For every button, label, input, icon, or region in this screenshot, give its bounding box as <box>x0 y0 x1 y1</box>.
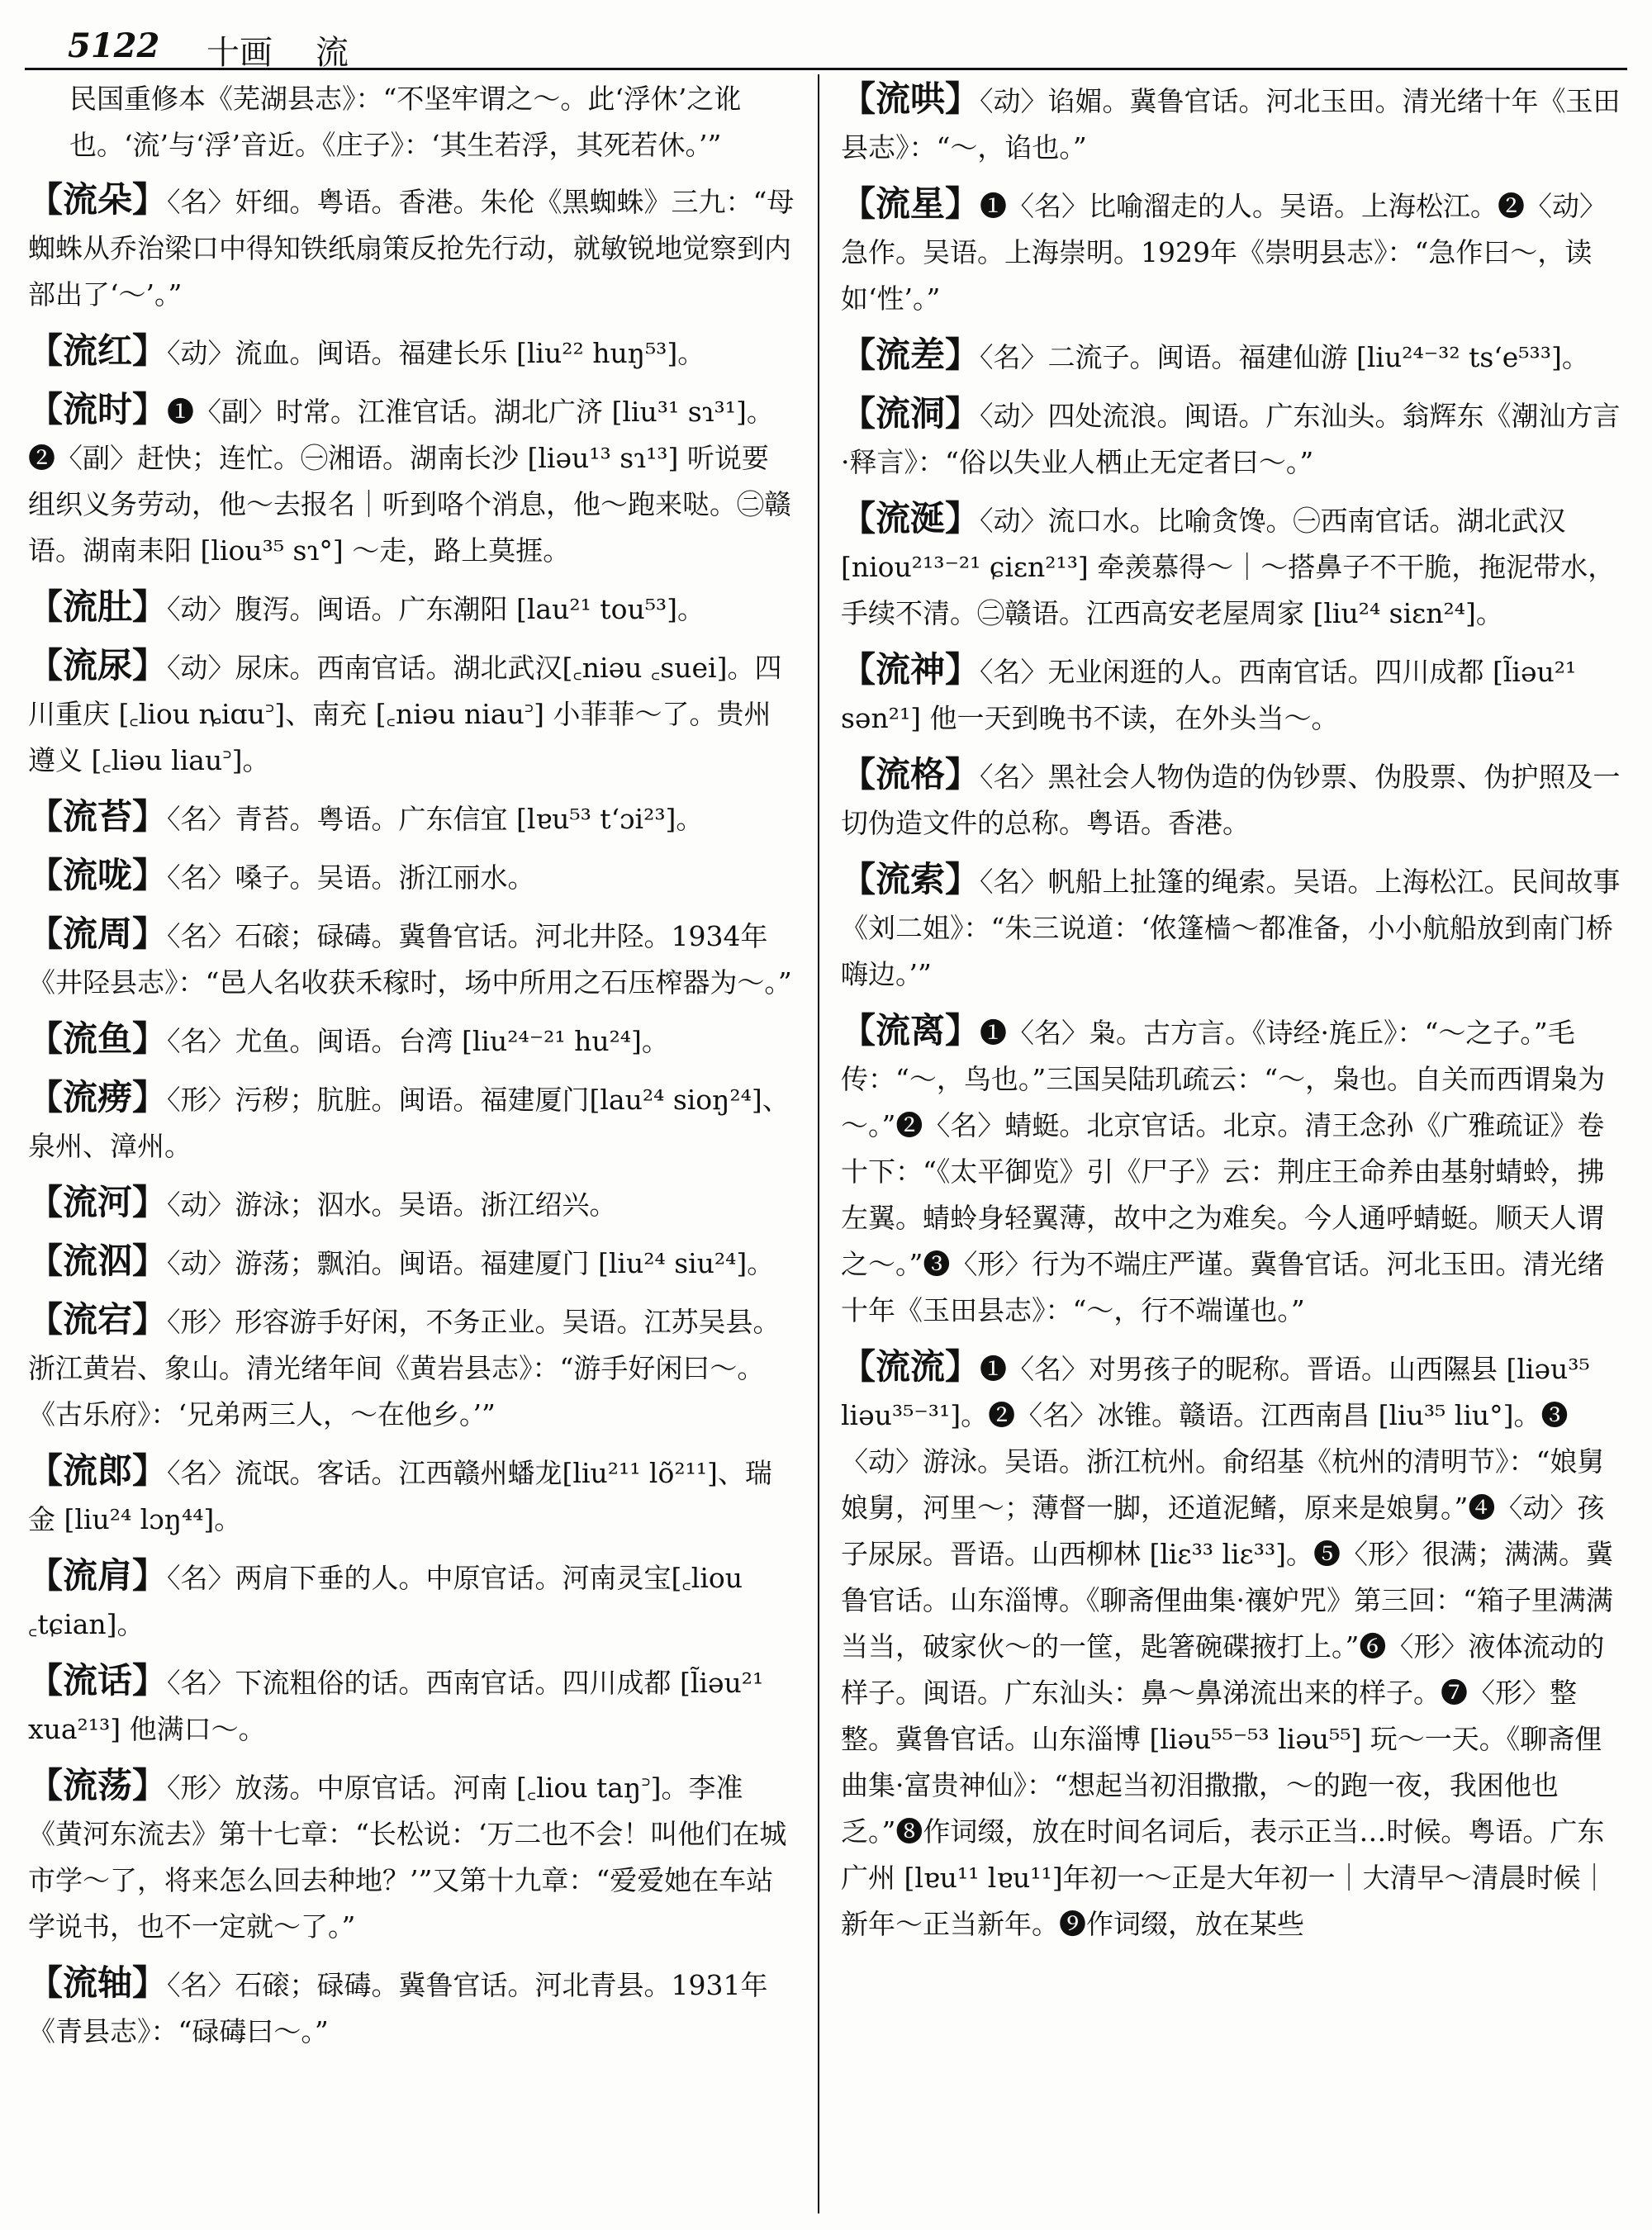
dictionary-entry <box>28 643 795 784</box>
entry-headword: 【流朵】 <box>28 179 168 220</box>
right-column <box>841 76 1627 1957</box>
dictionary-entry <box>841 1008 1627 1334</box>
entry-definition: ❶〈名〉对男孩子的昵称。晋语。山西隰县 [liəu³⁵ liəu³⁵⁻³¹]。❷〈名〉冰锥。赣语。江西南昌 [liu³⁵ liu°]。❸〈动〉游泳。吴语。浙江杭州。俞绍基《杭州的清明节》：“娘舅娘舅，河里～；薄督一脚，还道泥鳍，原来是娘舅。”❹〈动〉孩子尿尿。晋语。山西柳林 [liɛ³³ liɛ³³]。❺〈形〉很满；满满。冀鲁官话。山东淄博。《聊斋俚曲集·禳妒咒》第三回：“箱子里满满当当，破家伙～的一筐，匙箸碗碟掖打上。”❻〈形〉液体流动的样子。闽语。广东汕头：鼻～鼻涕流出来的样子。❼〈形〉整整。冀鲁官话。山东淄博 [liəu⁵⁵⁻⁵³ liəu⁵⁵] 玩～一天。《聊斋俚曲集·富贵神仙》：“想起当初泪撒撒，～的跑一夜，我困他也乏。”❽作词缀，放在时间名词后，表示正当…时候。粤语。广东广州 [lɐu¹¹ lɐu¹¹]年初一～正是大年初一｜大清早～清晨时候｜新年～正当新年。❾作词缀，放在某些 <box>841 1353 1614 1940</box>
dictionary-entry <box>28 1238 795 1287</box>
entry-definition: 〈动〉四处流浪。闽语。广东汕头。翁辉东《潮汕方言·释言》：“俗以失业人栖止无定者曰～。” <box>841 400 1621 478</box>
entry-headword: 【流轴】 <box>28 1962 168 2003</box>
entry-headword: 【流离】 <box>841 1010 980 1051</box>
entry-definition: ❶〈名〉枭。古方言。《诗经·旄丘》：“～之子。”毛传：“～，鸟也。”三国吴陆玑疏云：“～，枭也。自关而西谓枭为～。”❷〈名〉蜻蜓。北京官话。北京。清王念孙《广雅疏证》卷十下：“《太平御览》引《尸子》云：荆庄王命养由基射蜻蛉，拂左翼。蜻蛉身轻翼薄，故中之为难矣。今人通呼蜻蜓。顺天人谓之～。”❸〈形〉行为不端庄严谨。冀鲁官话。河北玉田。清光绪十年《玉田县志》：“～，行不端谨也。” <box>841 1017 1606 1326</box>
dictionary-entry <box>841 496 1627 637</box>
entry-definition: 〈形〉污秽；肮脏。闽语。福建厦门[lau²⁴ sioŋ²⁴]、泉州、漳州。 <box>28 1084 790 1162</box>
entry-definition: 〈名〉石磙；碌碡。冀鲁官话。河北井陉。1934年《井陉县志》：“邑人名收获禾稼时，场中所用之石压榨器为～。” <box>28 920 792 999</box>
header-rule <box>25 68 1627 70</box>
dictionary-entry <box>841 332 1627 381</box>
entry-definition: 〈动〉流口水。比喻贪馋。㊀西南官话。湖北武汉 [niou²¹³⁻²¹ ɕiɛn²¹³] 牵羡慕得～｜～搭鼻子不干脆，拖泥带水，手续不清。㊁赣语。江西高安老屋周家 [liu²⁴ siɛn²⁴]。 <box>841 505 1616 629</box>
entry-definition: 〈动〉游荡；飘泊。闽语。福建厦门 [liu²⁴ siu²⁴]。 <box>167 1247 775 1279</box>
section-label: 十画 <box>206 34 273 72</box>
entry-headword: 【流肩】 <box>28 1555 168 1596</box>
dictionary-entry <box>28 1075 795 1170</box>
dictionary-entry <box>841 181 1627 322</box>
entry-headword: 【流泅】 <box>28 1241 168 1281</box>
entry-headword: 【流红】 <box>28 330 168 371</box>
entry-headword: 【流格】 <box>841 754 980 795</box>
dictionary-entry <box>841 752 1627 847</box>
entry-definition: 〈名〉黑社会人物伪造的伪钞票、伪股票、伪护照及一切伪造文件的总称。粤语。香港。 <box>841 761 1621 839</box>
entry-headword: 【流鱼】 <box>28 1018 168 1059</box>
entry-definition: ❶〈名〉比喻溜走的人。吴语。上海松江。❷〈动〉急作。吴语。上海崇明。1929年《崇明县志》：“急作曰～，读如‘性’。” <box>841 190 1607 315</box>
entry-headword: 【流星】 <box>841 183 980 224</box>
left-column <box>28 76 795 2065</box>
dictionary-entry <box>841 391 1627 486</box>
dictionary-entry <box>28 328 795 377</box>
entry-headword: 【流荡】 <box>28 1765 168 1805</box>
entry-definition: 〈名〉青苔。粤语。广东信宜 [lɐu⁵³ tʻɔi²³]。 <box>167 803 704 835</box>
entry-definition: 〈名〉无业闲逛的人。西南官话。四川成都 [l̃iəu²¹ sən²¹] 他一天到晚书不读，在外头当～。 <box>841 656 1577 734</box>
entry-definition: 〈名〉下流粗俗的话。西南官话。四川成都 [l̃iəu²¹ xua²¹³] 他满口～。 <box>28 1667 764 1745</box>
entry-headword: 【流洞】 <box>841 393 980 434</box>
entry-definition: 〈名〉尤鱼。闽语。台湾 [liu²⁴⁻²¹ hu²⁴]。 <box>167 1025 669 1057</box>
dictionary-entry <box>28 1179 795 1228</box>
running-headword: 流 <box>316 34 349 72</box>
entry-headword: 【流痨】 <box>28 1077 168 1117</box>
continued-entry-text: 民国重修本《芜湖县志》：“不坚牢谓之～。此‘浮休’之讹也。‘流’与‘浮’音近。《庄子》：‘其生若浮，其死若休。’” <box>69 83 742 161</box>
dictionary-entry <box>28 177 795 318</box>
dictionary-entry <box>841 856 1627 998</box>
entry-definition: 〈名〉奸细。粤语。香港。朱伦《黑蜘蛛》三九：“母蜘蛛从乔治梁口中得知铁纸扇策反抢先行动，就敏锐地觉察到内部出了‘～’。” <box>28 186 795 311</box>
entry-headword: 【流哄】 <box>841 78 980 119</box>
dictionary-entry <box>28 1763 795 1950</box>
entry-definition: 〈名〉流氓。客话。江西赣州蟠龙[liu²¹¹ lõ²¹¹]、瑞金 [liu²⁴ lɔŋ⁴⁴]。 <box>28 1457 772 1535</box>
entry-definition: ❶〈副〉时常。江淮官话。湖北广济 [liu³¹ sɿ³¹]。❷〈副〉赶快；连忙。㊀湘语。湖南长沙 [liəu¹³ sɿ¹³] 听说要组织义务劳动，他～去报名｜听到咯个消息，他～跑来哒。㊁赣语。湖南耒阳 [liou³⁵ sɿ°] ～走，路上莫捱。 <box>28 396 791 567</box>
entry-headword: 【流郎】 <box>28 1450 168 1491</box>
dictionary-entry <box>841 1344 1627 1948</box>
column-divider <box>818 74 819 2213</box>
entry-definition: 〈形〉形容游手好闲，不务正业。吴语。江苏吴县。浙江黄岩、象山。清光绪年间《黄岩县志》：“游手好闲曰～。《古乐府》：‘兄弟两三人，～在他乡。’” <box>28 1306 781 1431</box>
entry-definition: 〈动〉谄媚。冀鲁官话。河北玉田。清光绪十年《玉田县志》：“～，谄也。” <box>841 85 1621 164</box>
entry-headword: 【流差】 <box>841 334 980 375</box>
dictionary-entry <box>28 852 795 901</box>
entry-definition: 〈形〉放荡。中原官话。河南 [꜀liou taŋ꜄]。李准《黄河东流去》第十七章：“长松说：‘万二也不会！叫他们在城市学～了，将来怎么回去种地？’”又第十九章：“爱爱她在车站学说书，也不一定就～了。” <box>28 1772 787 1943</box>
entry-definition: 〈名〉石磙；碌碡。冀鲁官话。河北青县。1931年《青县志》：“碌碡曰～。” <box>28 1969 768 2047</box>
entry-headword: 【流尿】 <box>28 645 168 686</box>
entry-headword: 【流神】 <box>841 649 980 690</box>
dictionary-entry <box>28 584 795 633</box>
entry-headword: 【流话】 <box>28 1660 168 1701</box>
dictionary-entry <box>28 794 795 842</box>
dictionary-entry <box>28 387 795 574</box>
dictionary-entry <box>28 1553 795 1648</box>
entry-headword: 【流咙】 <box>28 855 168 895</box>
entry-definition: 〈名〉帆船上扯篷的绳索。吴语。上海松江。民间故事《刘二姐》：“朱三说道：‘侬篷樯～都准备，小小航船放到南门桥嗨边。’” <box>841 866 1621 990</box>
dictionary-entry <box>28 1960 795 2055</box>
page-header <box>25 25 1627 72</box>
dictionary-entry <box>28 911 795 1006</box>
entry-headword: 【流周】 <box>28 913 168 954</box>
entry-headword: 【流肚】 <box>28 586 168 627</box>
entry-headword: 【流索】 <box>841 859 980 899</box>
entry-definition: 〈动〉腹泻。闽语。广东潮阳 [lau²¹ tou⁵³]。 <box>167 593 705 625</box>
dictionary-entry <box>28 1448 795 1543</box>
entry-definition: 〈动〉游泳；泅水。吴语。浙江绍兴。 <box>167 1189 617 1221</box>
entry-headword: 【流河】 <box>28 1182 168 1222</box>
entry-headword: 【流宕】 <box>28 1299 168 1340</box>
entry-definition: 〈名〉两肩下垂的人。中原官话。河南灵宝[꜀liou ꜀tɕian]。 <box>28 1562 743 1640</box>
dictionary-entry <box>28 1016 795 1065</box>
dictionary-entry <box>841 76 1627 171</box>
dictionary-entry <box>28 1658 795 1753</box>
entry-definition: 〈名〉二流子。闽语。福建仙游 [liu²⁴⁻³² tsʻe⁵³³]。 <box>980 341 1589 373</box>
entry-headword: 【流流】 <box>841 1346 980 1387</box>
page-number: 5122 <box>68 26 160 65</box>
dictionary-entry <box>841 647 1627 742</box>
entry-definition: 〈动〉流血。闽语。福建长乐 [liu²² huŋ⁵³]。 <box>167 337 705 369</box>
entry-headword: 【流苔】 <box>28 796 168 837</box>
entry-headword: 【流涎】 <box>841 498 980 539</box>
entry-definition: 〈名〉嗓子。吴语。浙江丽水。 <box>167 861 535 894</box>
dictionary-entry <box>28 1297 795 1438</box>
entry-headword: 【流时】 <box>28 389 168 429</box>
entry-definition: 〈动〉尿床。西南官话。湖北武汉[꜀niəu ꜀suei]。四川重庆 [꜀liou ȵiɑu꜄]、南充 [꜀niəu niau꜄] 小菲菲～了。贵州遵义 [꜀liəu liau꜄]。 <box>28 652 782 776</box>
